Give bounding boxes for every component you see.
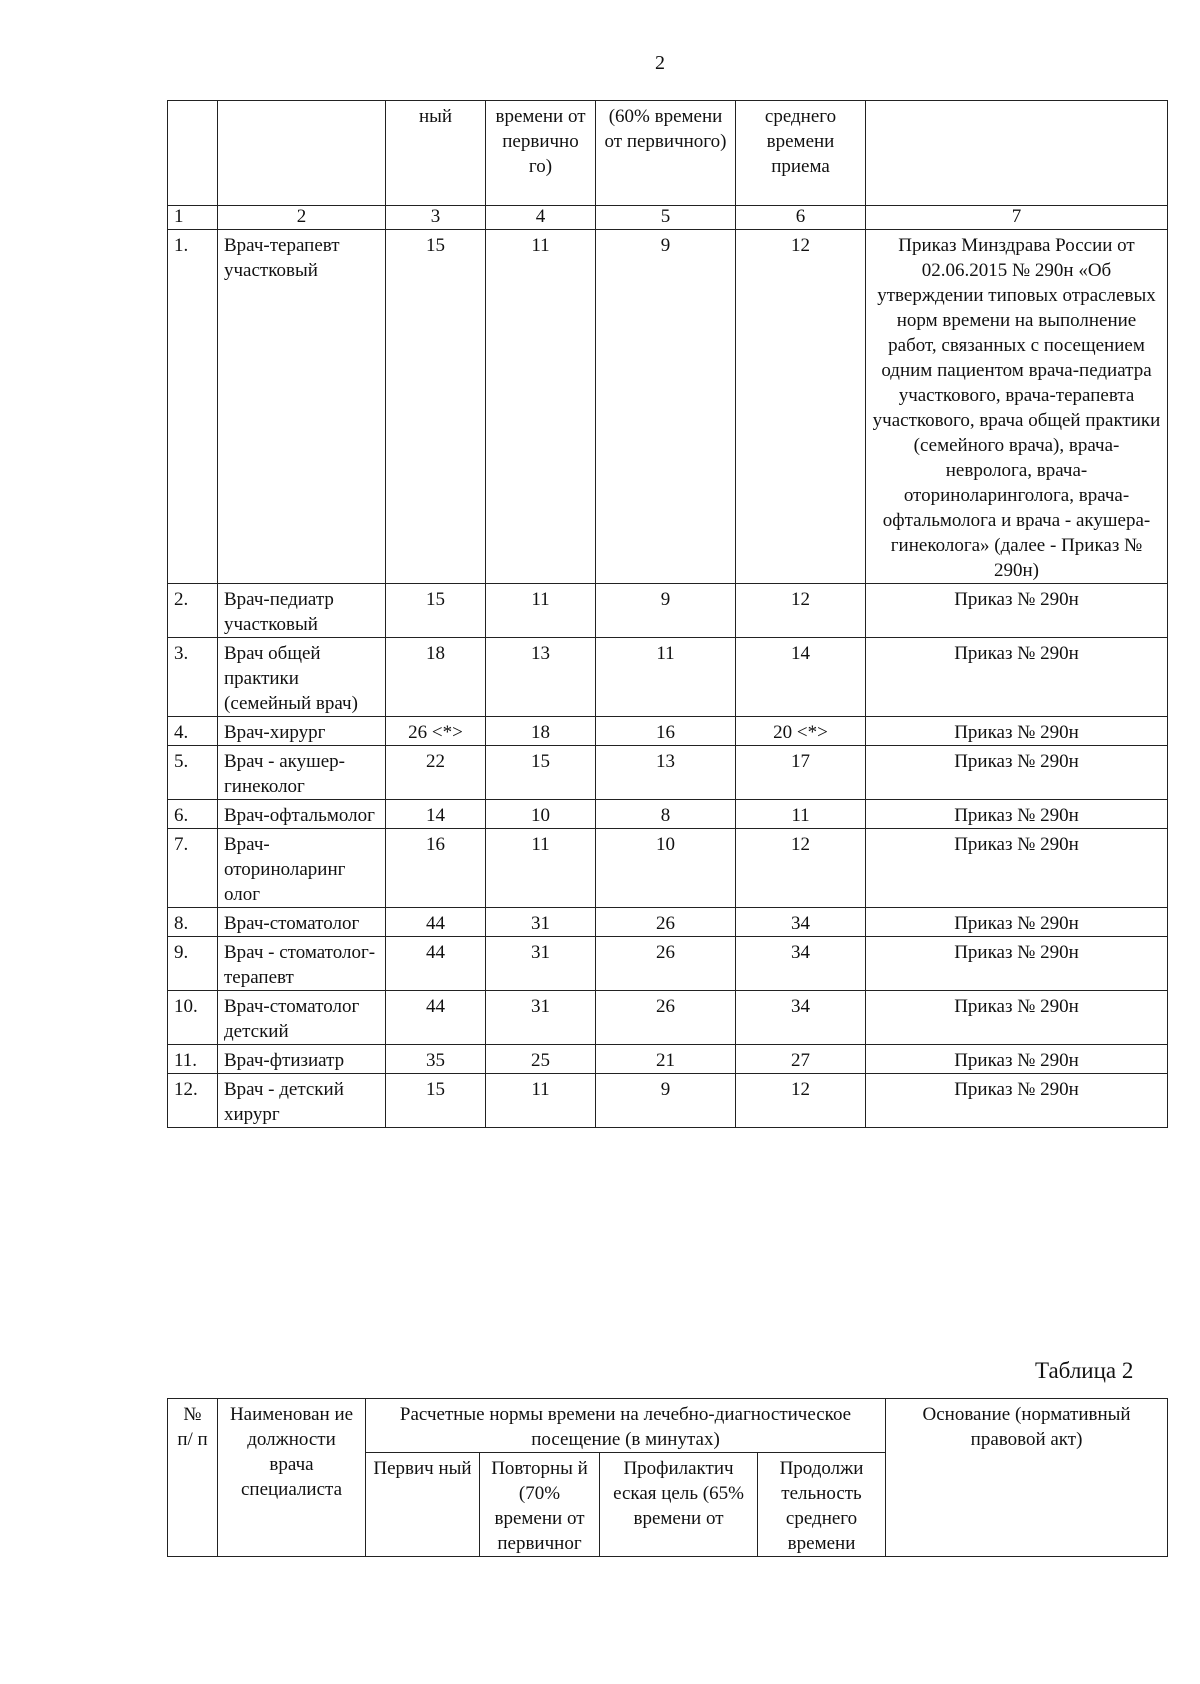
time-average: 20 <*> — [736, 717, 866, 746]
table2-subheader: Повторны й (70% времени от первичног — [480, 1453, 600, 1557]
page-number: 2 — [655, 52, 665, 74]
column-number: 4 — [486, 206, 596, 230]
row-number: 12. — [168, 1074, 218, 1128]
time-average: 12 — [736, 1074, 866, 1128]
time-primary: 44 — [386, 991, 486, 1045]
time-average: 12 — [736, 584, 866, 638]
doctor-name: Врач-стоматолог — [218, 908, 386, 937]
doctor-name: Врач-офтальмолог — [218, 800, 386, 829]
doctor-name: Врач-терапевт участковый — [218, 230, 386, 584]
time-primary: 18 — [386, 638, 486, 717]
legal-basis: Приказ № 290н — [866, 746, 1168, 800]
table-row — [168, 584, 1168, 638]
row-number: 4. — [168, 717, 218, 746]
time-average: 14 — [736, 638, 866, 717]
table2-header-name: Наименован ие должности врача специалиста — [218, 1399, 366, 1557]
time-repeat: 13 — [486, 638, 596, 717]
table-row — [168, 937, 1168, 991]
time-preventive: 9 — [596, 230, 736, 584]
time-primary: 26 <*> — [386, 717, 486, 746]
legal-basis: Приказ № 290н — [866, 829, 1168, 908]
legal-basis: Приказ № 290н — [866, 937, 1168, 991]
doctor-name: Врач - акушер-гинеколог — [218, 746, 386, 800]
table2-header-num: № п/ п — [168, 1399, 218, 1557]
header-cell-3: ный — [386, 101, 486, 206]
row-number: 6. — [168, 800, 218, 829]
table-row — [168, 746, 1168, 800]
legal-basis: Приказ № 290н — [866, 1074, 1168, 1128]
time-average: 11 — [736, 800, 866, 829]
time-average: 12 — [736, 230, 866, 584]
table2-header-basis: Основание (нормативный правовой акт) — [886, 1399, 1168, 1557]
table2-subheader: Профилактич еская цель (65% времени от — [600, 1453, 758, 1557]
row-number: 10. — [168, 991, 218, 1045]
time-primary: 44 — [386, 908, 486, 937]
time-preventive: 13 — [596, 746, 736, 800]
time-repeat: 11 — [486, 584, 596, 638]
column-number: 6 — [736, 206, 866, 230]
time-repeat: 15 — [486, 746, 596, 800]
time-preventive: 10 — [596, 829, 736, 908]
norms-table-2 — [167, 1398, 1168, 1557]
time-preventive: 9 — [596, 1074, 736, 1128]
doctor-name: Врач общей практики (семейный врач) — [218, 638, 386, 717]
table-row — [168, 230, 1168, 584]
table1-header-row — [168, 101, 1168, 206]
table-row — [168, 1074, 1168, 1128]
legal-basis: Приказ Минздрава России от 02.06.2015 № 290н «Об утверждении типовых отраслевых норм времени на выполнение работ, связанных с посещением одним пациентом врача-педиатра участкового, врача-терапевта участкового, врача общей практики (семейного врача), врача-невролога, врача-оториноларинголога, врача-офтальмолога и врача - акушера-гинеколога» (далее - Приказ № 290н) — [866, 230, 1168, 584]
legal-basis: Приказ № 290н — [866, 584, 1168, 638]
time-primary: 15 — [386, 584, 486, 638]
time-primary: 15 — [386, 230, 486, 584]
header-cell-6: среднего времени приема — [736, 101, 866, 206]
time-preventive: 16 — [596, 717, 736, 746]
doctor-name: Врач-педиатр участковый — [218, 584, 386, 638]
row-number: 3. — [168, 638, 218, 717]
table-row — [168, 717, 1168, 746]
table2-title: Таблица 2 — [1035, 1358, 1134, 1383]
row-number: 2. — [168, 584, 218, 638]
table1-body — [168, 230, 1168, 1128]
table-row — [168, 829, 1168, 908]
time-repeat: 18 — [486, 717, 596, 746]
time-primary: 35 — [386, 1045, 486, 1074]
time-primary: 44 — [386, 937, 486, 991]
column-number: 3 — [386, 206, 486, 230]
table2-header-row-1 — [168, 1399, 1168, 1453]
header-cell-4: времени от первично го) — [486, 101, 596, 206]
legal-basis: Приказ № 290н — [866, 991, 1168, 1045]
time-preventive: 26 — [596, 991, 736, 1045]
column-number: 7 — [866, 206, 1168, 230]
time-average: 27 — [736, 1045, 866, 1074]
time-repeat: 10 — [486, 800, 596, 829]
column-number: 1 — [168, 206, 218, 230]
doctor-name: Врач-стоматолог детский — [218, 991, 386, 1045]
table-row — [168, 638, 1168, 717]
time-repeat: 31 — [486, 991, 596, 1045]
time-primary: 15 — [386, 1074, 486, 1128]
time-preventive: 8 — [596, 800, 736, 829]
doctor-name: Врач - стоматолог-терапевт — [218, 937, 386, 991]
time-preventive: 26 — [596, 908, 736, 937]
row-number: 5. — [168, 746, 218, 800]
time-primary: 16 — [386, 829, 486, 908]
table-row — [168, 1045, 1168, 1074]
header-cell-2 — [218, 101, 386, 206]
row-number: 9. — [168, 937, 218, 991]
doctor-name: Врач - детский хирург — [218, 1074, 386, 1128]
table2-subheader: Первич ный — [366, 1453, 480, 1557]
row-number: 11. — [168, 1045, 218, 1074]
legal-basis: Приказ № 290н — [866, 800, 1168, 829]
time-average: 12 — [736, 829, 866, 908]
row-number: 7. — [168, 829, 218, 908]
legal-basis: Приказ № 290н — [866, 717, 1168, 746]
time-repeat: 11 — [486, 829, 596, 908]
table2-header-group: Расчетные нормы времени на лечебно-диагностическое посещение (в минутах) — [366, 1399, 886, 1453]
time-average: 17 — [736, 746, 866, 800]
row-number: 8. — [168, 908, 218, 937]
time-preventive: 21 — [596, 1045, 736, 1074]
time-average: 34 — [736, 908, 866, 937]
legal-basis: Приказ № 290н — [866, 638, 1168, 717]
header-cell-5: (60% времени от первичного) — [596, 101, 736, 206]
time-repeat: 31 — [486, 908, 596, 937]
table2-subheader: Продолжи тельность среднего времени — [758, 1453, 886, 1557]
time-preventive: 9 — [596, 584, 736, 638]
time-primary: 14 — [386, 800, 486, 829]
doctor-name: Врач-оториноларинг олог — [218, 829, 386, 908]
time-repeat: 11 — [486, 230, 596, 584]
legal-basis: Приказ № 290н — [866, 908, 1168, 937]
time-average: 34 — [736, 991, 866, 1045]
header-cell-1 — [168, 101, 218, 206]
time-repeat: 25 — [486, 1045, 596, 1074]
column-number: 5 — [596, 206, 736, 230]
table-row — [168, 908, 1168, 937]
doctor-name: Врач-фтизиатр — [218, 1045, 386, 1074]
column-number-row — [168, 206, 1168, 230]
norms-table-continued — [167, 100, 1168, 1128]
time-average: 34 — [736, 937, 866, 991]
column-number: 2 — [218, 206, 386, 230]
time-preventive: 26 — [596, 937, 736, 991]
doctor-name: Врач-хирург — [218, 717, 386, 746]
time-repeat: 11 — [486, 1074, 596, 1128]
table-row — [168, 991, 1168, 1045]
table-row — [168, 800, 1168, 829]
time-repeat: 31 — [486, 937, 596, 991]
row-number: 1. — [168, 230, 218, 584]
legal-basis: Приказ № 290н — [866, 1045, 1168, 1074]
time-primary: 22 — [386, 746, 486, 800]
header-cell-7 — [866, 101, 1168, 206]
time-preventive: 11 — [596, 638, 736, 717]
